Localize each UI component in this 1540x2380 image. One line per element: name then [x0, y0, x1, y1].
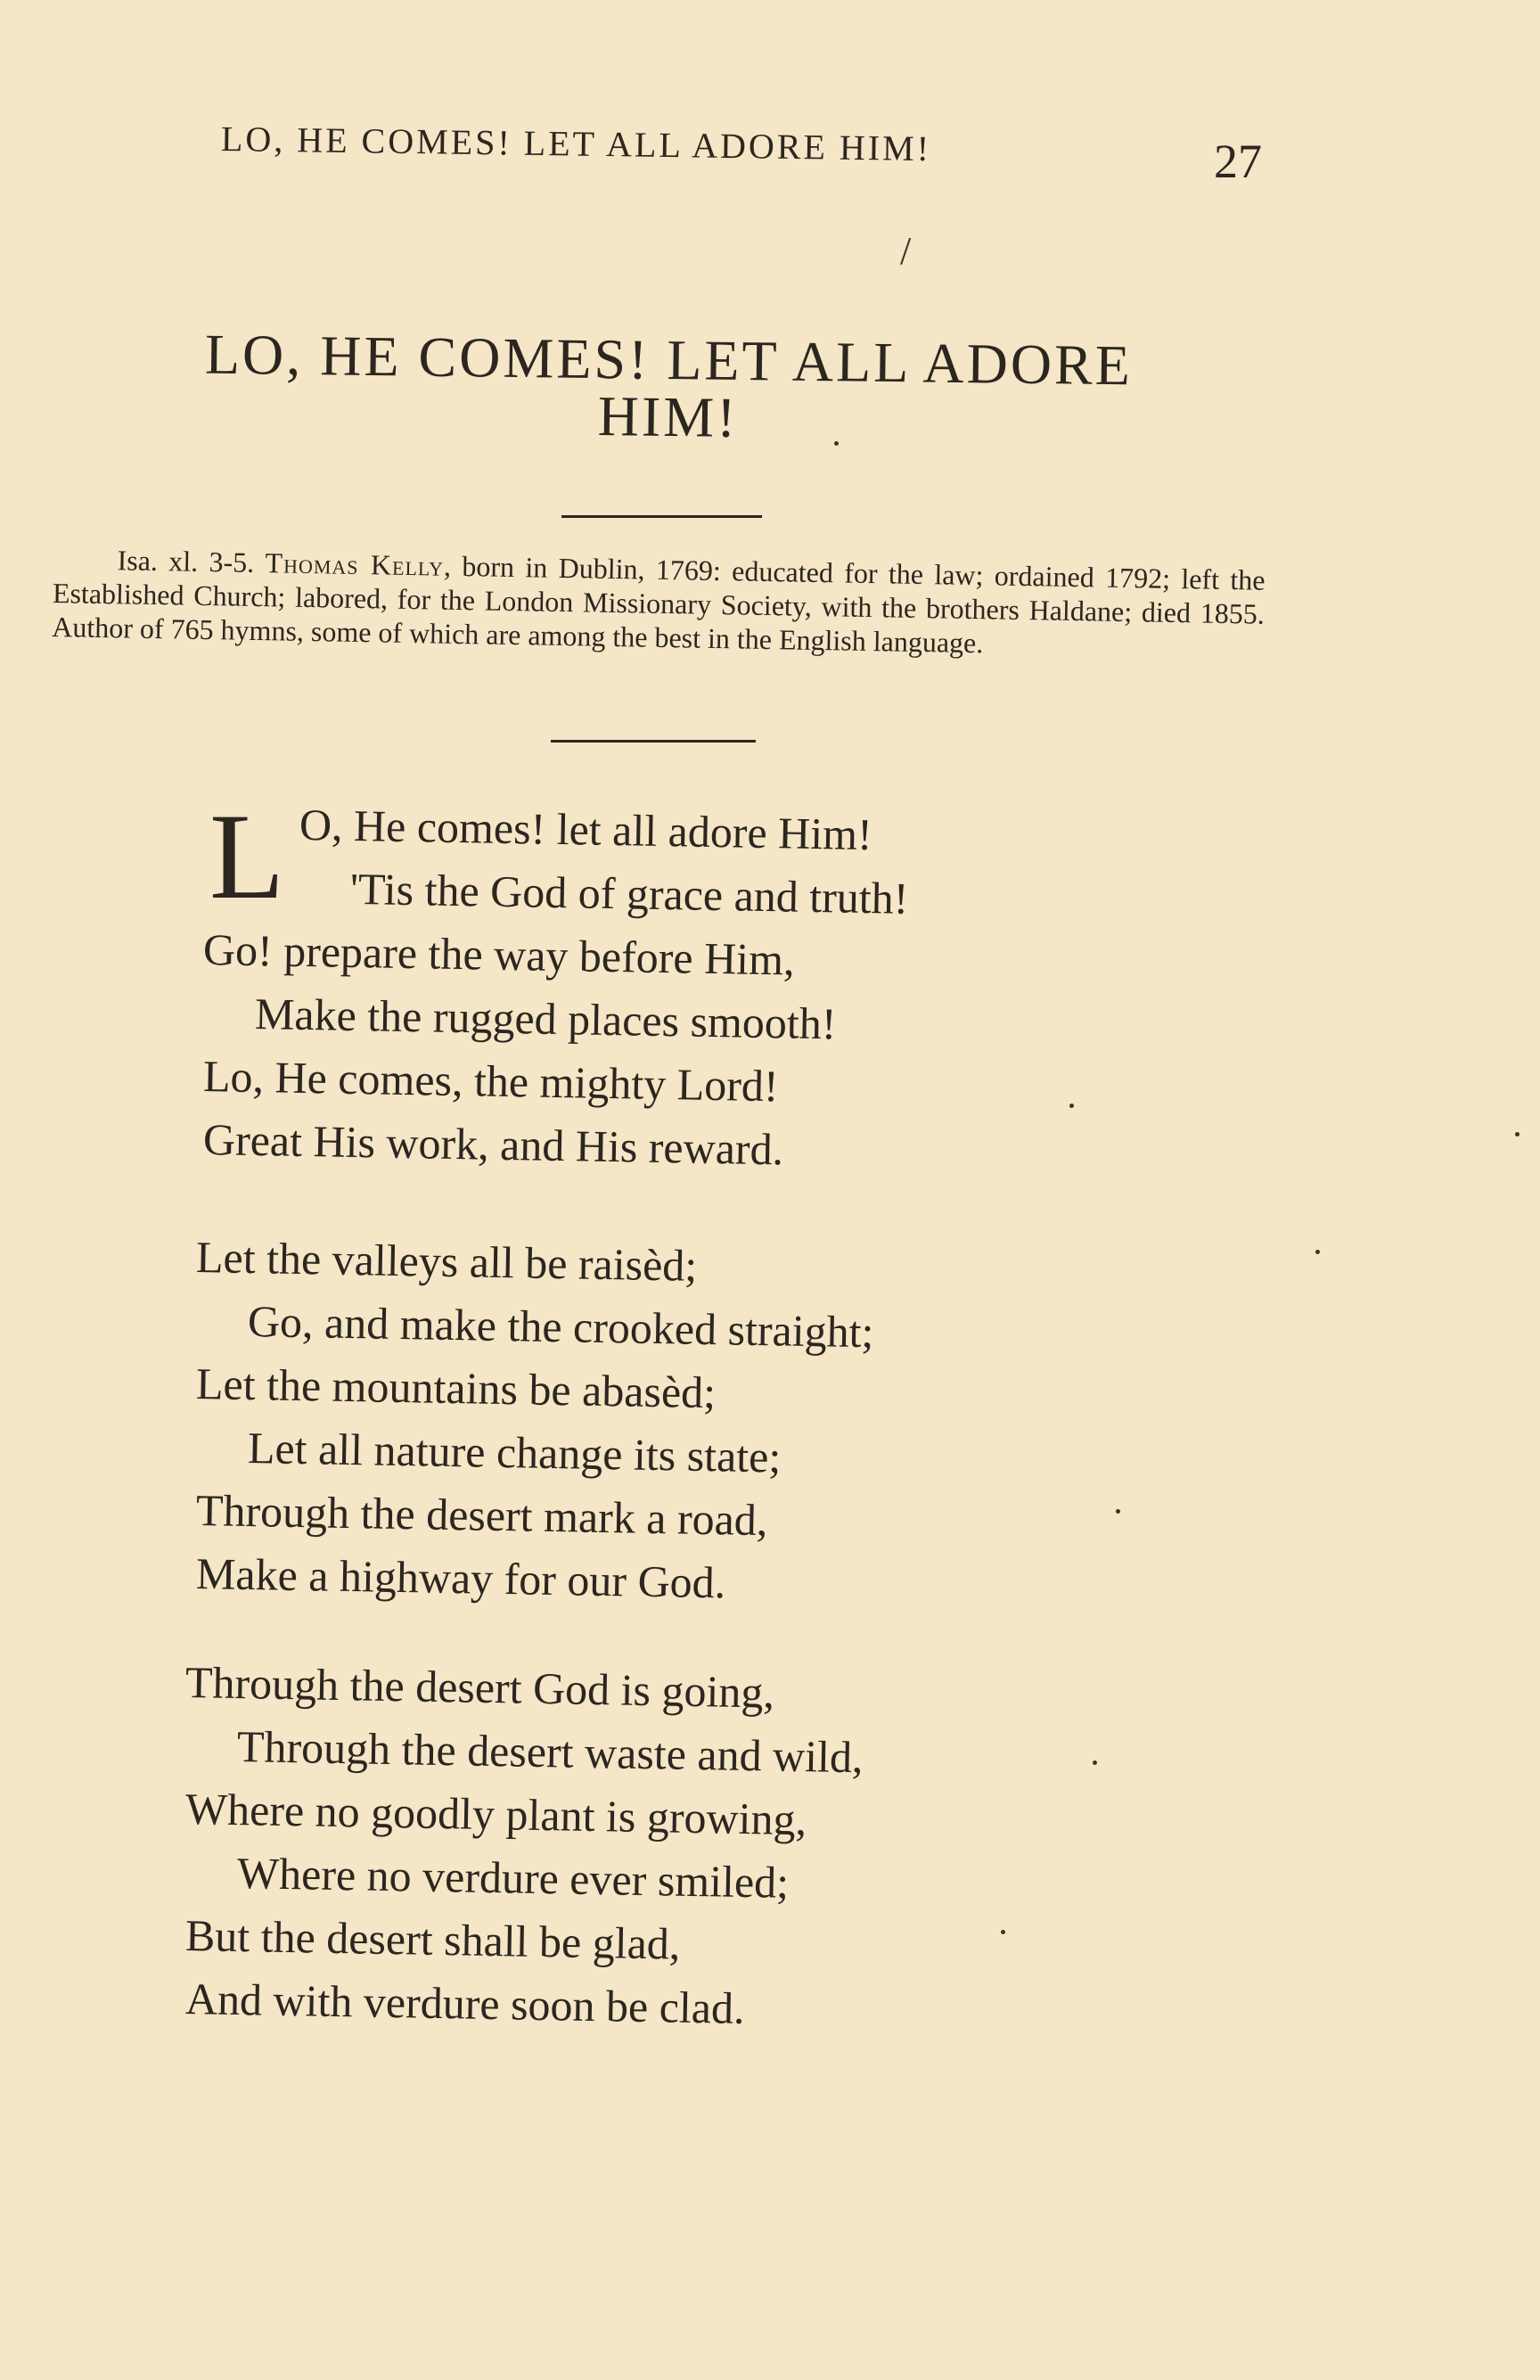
page-number: 27 — [1214, 135, 1262, 188]
ink-speck — [834, 441, 839, 446]
stray-mark: / — [900, 229, 912, 273]
drop-cap: L — [209, 788, 285, 924]
stanza-1 — [202, 788, 909, 1175]
verse-line: Let all nature change its state; — [247, 1423, 782, 1482]
verse-line: Great His work, and His reward. — [202, 1114, 784, 1175]
hymn-title-line-1: LO, HE COMES! LET ALL ADORE — [204, 322, 1134, 398]
verse-line: Make the rugged places smooth! — [254, 989, 837, 1049]
verse-line: Through the desert mark a road, — [195, 1485, 768, 1546]
verse-line: Where no verdure ever smiled; — [236, 1848, 790, 1908]
verse-line: Let the valleys all be raisèd; — [195, 1232, 698, 1291]
ink-speck — [1116, 1509, 1120, 1514]
running-title: LO, HE COMES! LET ALL ADORE HIM! — [220, 119, 932, 169]
verse-line: O, He comes! let all adore Him! — [299, 799, 873, 860]
verse-line: But the desert shall be glad, — [184, 1910, 681, 1969]
verse-line: Through the desert God is going, — [184, 1657, 775, 1718]
scripture-reference: Isa. xl. 3-5. — [117, 544, 255, 579]
author-name: Thomas Kelly — [265, 546, 445, 582]
stanza-3 — [185, 1651, 864, 2031]
verse-line: Go, and make the crooked straight; — [247, 1296, 874, 1358]
verse-line: Lo, He comes, the mighty Lord! — [202, 1051, 780, 1112]
hymn-title — [133, 322, 1203, 453]
verse-line: Let the mountains be abasèd; — [195, 1358, 717, 1418]
verse-line: Where no goodly plant is growing, — [184, 1784, 807, 1845]
stanza-2 — [195, 1226, 874, 1608]
divider-rule-bottom — [551, 740, 756, 743]
author-note — [52, 542, 1266, 665]
ink-speck — [1515, 1132, 1520, 1137]
verse-line: 'Tis the God of grace and truth! — [349, 863, 909, 923]
divider-rule-top — [561, 515, 762, 518]
ink-speck — [1093, 1760, 1097, 1765]
verse-line: Make a highway for our God. — [195, 1548, 726, 1608]
verse-line: Through the desert waste and wild, — [236, 1721, 864, 1783]
verse-line: And with verdure soon be clad. — [184, 1974, 746, 2033]
ink-speck — [1001, 1930, 1005, 1934]
verse-line: Go! prepare the way before Him, — [202, 924, 796, 985]
hymn-title-line-2: HIM! — [597, 384, 739, 449]
ink-speck — [1315, 1250, 1320, 1254]
author-biography: , born in Dublin, 1769: educated for the law; ordained 1792; left the Established Church; labored, for the London Missionary Society, with the brothers Haldane; died 1855. Author of 765 hymns, some of which are among the best in the English language. — [52, 549, 1266, 660]
ink-speck — [1069, 1104, 1074, 1108]
